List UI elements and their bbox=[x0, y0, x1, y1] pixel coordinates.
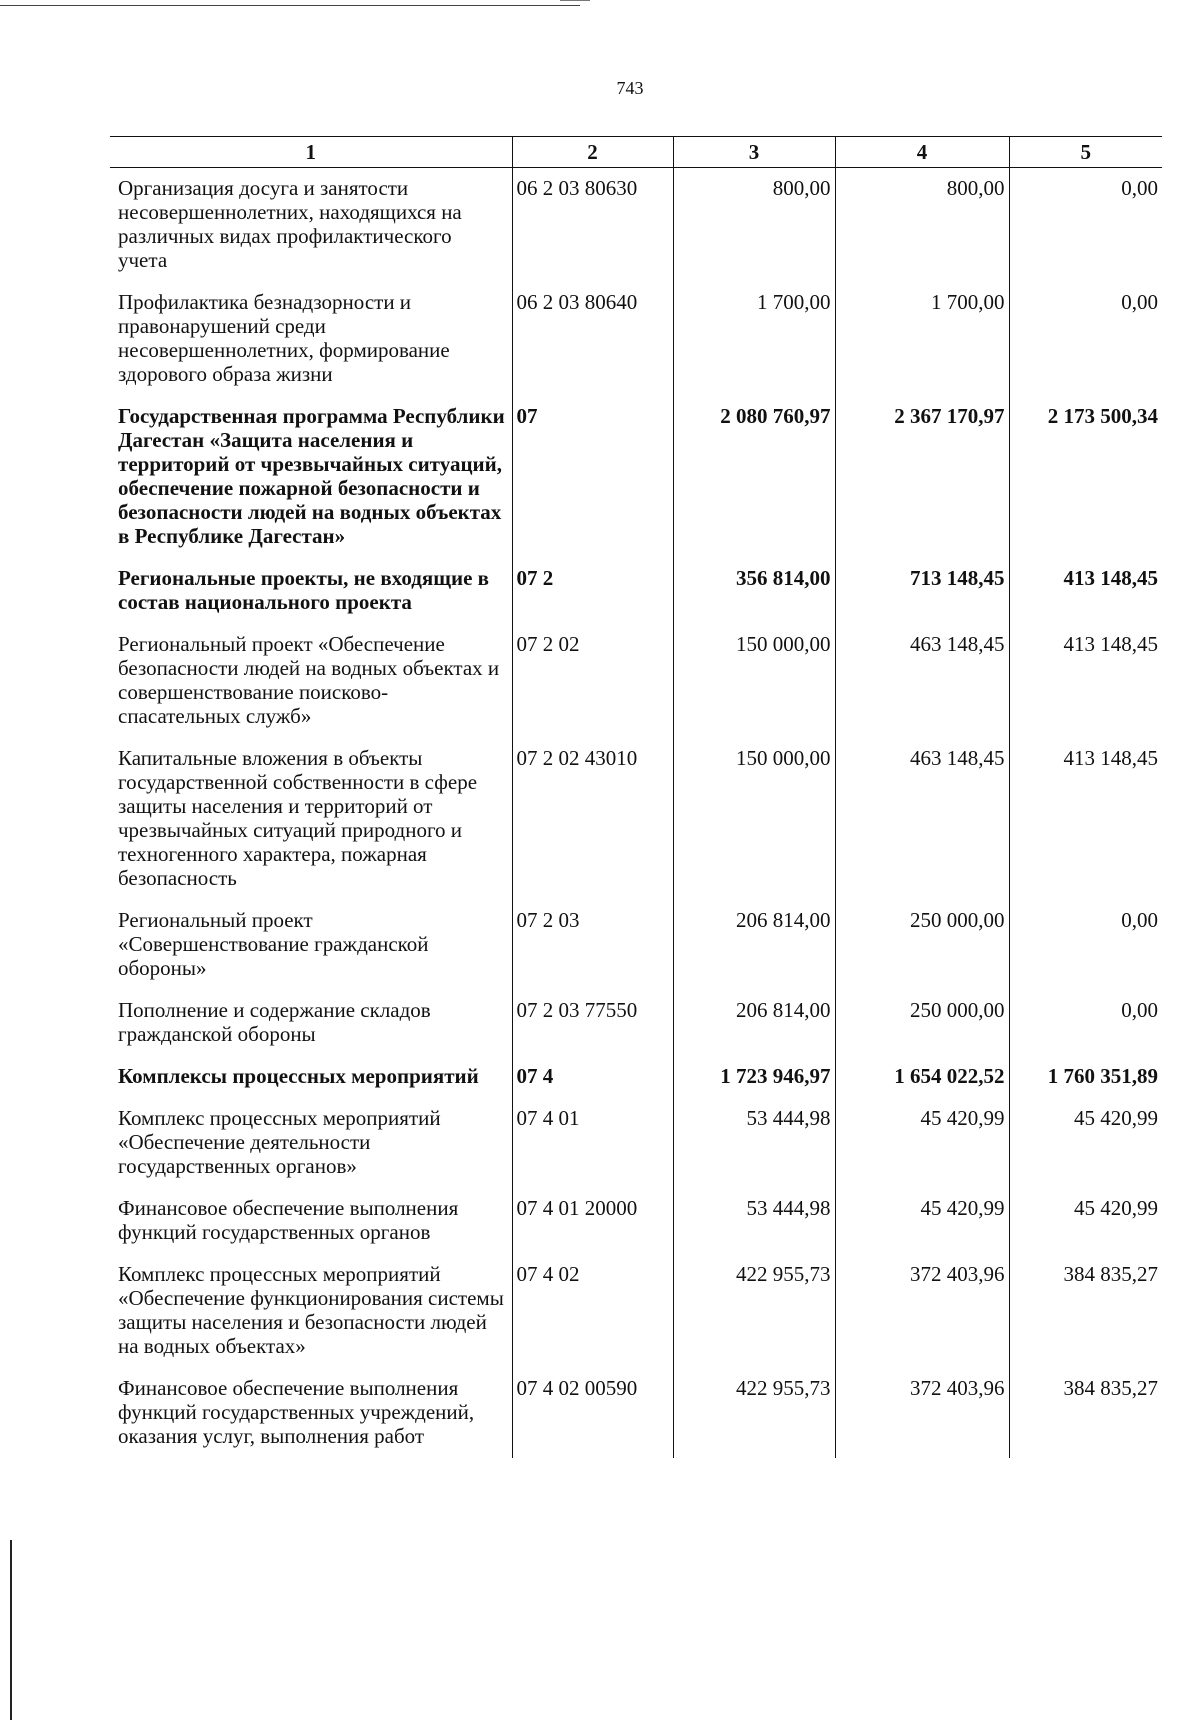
top-rule-accent bbox=[560, 0, 590, 1]
row-value-col-4: 250 000,00 bbox=[835, 990, 1009, 1056]
row-value-col-4: 463 148,45 bbox=[835, 738, 1009, 900]
row-name-cell: Комплекс процессных мероприятий «Обеспечение деятельности государственных органов» bbox=[118, 1106, 441, 1178]
row-value-col-3: 150 000,00 bbox=[673, 624, 835, 738]
header-col-3: 3 bbox=[673, 137, 835, 168]
row-value-col-3: 800,00 bbox=[673, 168, 835, 283]
top-rule bbox=[0, 5, 580, 6]
row-name-cell: Комплекс процессных мероприятий «Обеспечение функционирования системы защиты населения и безопасности людей на водных объектах» bbox=[118, 1262, 504, 1358]
row-value-col-5: 45 420,99 bbox=[1009, 1098, 1162, 1188]
row-value-col-4: 45 420,99 bbox=[835, 1188, 1009, 1254]
row-code-cell: 06 2 03 80630 bbox=[512, 168, 673, 283]
row-value-col-4: 45 420,99 bbox=[835, 1098, 1009, 1188]
table-row bbox=[110, 990, 1162, 1056]
row-value-col-3: 1 723 946,97 bbox=[673, 1056, 835, 1098]
row-value-col-5: 384 835,27 bbox=[1009, 1368, 1162, 1458]
row-value-col-3: 206 814,00 bbox=[673, 900, 835, 990]
row-value-col-5: 0,00 bbox=[1009, 168, 1162, 283]
table-row bbox=[110, 396, 1162, 558]
row-value-col-3: 150 000,00 bbox=[673, 738, 835, 900]
row-value-col-5: 413 148,45 bbox=[1009, 738, 1162, 900]
table-row bbox=[110, 738, 1162, 900]
row-value-col-4: 372 403,96 bbox=[835, 1368, 1009, 1458]
row-code-cell: 07 bbox=[512, 396, 673, 558]
row-name-cell: Региональные проекты, не входящие в состав национального проекта bbox=[118, 566, 489, 614]
header-col-1: 1 bbox=[110, 137, 512, 168]
row-value-col-4: 1 654 022,52 bbox=[835, 1056, 1009, 1098]
header-col-2: 2 bbox=[512, 137, 673, 168]
row-value-col-4: 250 000,00 bbox=[835, 900, 1009, 990]
budget-table bbox=[110, 136, 1162, 1458]
table-row bbox=[110, 558, 1162, 624]
row-name-cell: Комплексы процессных мероприятий bbox=[118, 1064, 479, 1088]
row-code-cell: 07 4 01 20000 bbox=[512, 1188, 673, 1254]
row-value-col-3: 2 080 760,97 bbox=[673, 396, 835, 558]
row-code-cell: 07 2 03 bbox=[512, 900, 673, 990]
row-code-cell: 07 2 02 bbox=[512, 624, 673, 738]
row-name-cell: Финансовое обеспечение выполнения функций государственных учреждений, оказания услуг, выполнения работ bbox=[118, 1376, 475, 1448]
row-code-cell: 07 2 bbox=[512, 558, 673, 624]
row-value-col-5: 45 420,99 bbox=[1009, 1188, 1162, 1254]
row-code-cell: 06 2 03 80640 bbox=[512, 282, 673, 396]
row-value-col-3: 53 444,98 bbox=[673, 1098, 835, 1188]
row-value-col-4: 800,00 bbox=[835, 168, 1009, 283]
table-row bbox=[110, 624, 1162, 738]
row-value-col-5: 413 148,45 bbox=[1009, 624, 1162, 738]
table-row bbox=[110, 1056, 1162, 1098]
row-value-col-3: 422 955,73 bbox=[673, 1368, 835, 1458]
row-value-col-4: 463 148,45 bbox=[835, 624, 1009, 738]
row-value-col-5: 384 835,27 bbox=[1009, 1254, 1162, 1368]
table-row bbox=[110, 1098, 1162, 1188]
row-name-cell: Профилактика безнадзорности и правонарушений среди несовершеннолетних, формирование здорового образа жизни bbox=[118, 290, 450, 386]
table-row bbox=[110, 1254, 1162, 1368]
row-value-col-3: 1 700,00 bbox=[673, 282, 835, 396]
row-name-cell: Региональный проект «Совершенствование гражданской обороны» bbox=[118, 908, 429, 980]
row-code-cell: 07 4 02 00590 bbox=[512, 1368, 673, 1458]
table-row bbox=[110, 282, 1162, 396]
row-code-cell: 07 4 01 bbox=[512, 1098, 673, 1188]
table-row bbox=[110, 1368, 1162, 1458]
row-value-col-3: 356 814,00 bbox=[673, 558, 835, 624]
row-code-cell: 07 2 02 43010 bbox=[512, 738, 673, 900]
table-row bbox=[110, 168, 1162, 283]
header-col-5: 5 bbox=[1009, 137, 1162, 168]
row-value-col-5: 0,00 bbox=[1009, 990, 1162, 1056]
row-name-cell: Капитальные вложения в объекты государственной собственности в сфере защиты населения и территорий от чрезвычайных ситуаций природного и техногенного характера, пожарная безопасность bbox=[118, 746, 478, 890]
table-row bbox=[110, 1188, 1162, 1254]
row-code-cell: 07 4 bbox=[512, 1056, 673, 1098]
row-name-cell: Пополнение и содержание складов гражданской обороны bbox=[118, 998, 431, 1046]
row-value-col-5: 2 173 500,34 bbox=[1009, 396, 1162, 558]
page-number: 743 bbox=[616, 78, 644, 98]
row-name-cell: Организация досуга и занятости несовершеннолетних, находящихся на различных видах профилактического учета bbox=[118, 176, 462, 272]
row-value-col-4: 713 148,45 bbox=[835, 558, 1009, 624]
row-value-col-3: 206 814,00 bbox=[673, 990, 835, 1056]
row-value-col-5: 0,00 bbox=[1009, 900, 1162, 990]
row-value-col-4: 2 367 170,97 bbox=[835, 396, 1009, 558]
row-value-col-5: 0,00 bbox=[1009, 282, 1162, 396]
row-value-col-3: 422 955,73 bbox=[673, 1254, 835, 1368]
scan-edge-mark bbox=[10, 1540, 12, 1720]
row-name-cell: Региональный проект «Обеспечение безопасности людей на водных объектах и совершенствование поисково-спасательных служб» bbox=[118, 632, 500, 728]
row-value-col-4: 1 700,00 bbox=[835, 282, 1009, 396]
row-value-col-5: 413 148,45 bbox=[1009, 558, 1162, 624]
table-body bbox=[110, 168, 1162, 1459]
header-row bbox=[110, 137, 1162, 168]
row-value-col-3: 53 444,98 bbox=[673, 1188, 835, 1254]
row-value-col-5: 1 760 351,89 bbox=[1009, 1056, 1162, 1098]
header-col-4: 4 bbox=[835, 137, 1009, 168]
row-code-cell: 07 4 02 bbox=[512, 1254, 673, 1368]
table-row bbox=[110, 900, 1162, 990]
row-name-cell: Финансовое обеспечение выполнения функций государственных органов bbox=[118, 1196, 459, 1244]
row-name-cell: Государственная программа Республики Дагестан «Защита населения и территорий от чрезвычайных ситуаций, обеспечение пожарной безопасности и безопасности людей на водных объектах в Республике Дагестан» bbox=[118, 404, 505, 548]
row-value-col-4: 372 403,96 bbox=[835, 1254, 1009, 1368]
row-code-cell: 07 2 03 77550 bbox=[512, 990, 673, 1056]
